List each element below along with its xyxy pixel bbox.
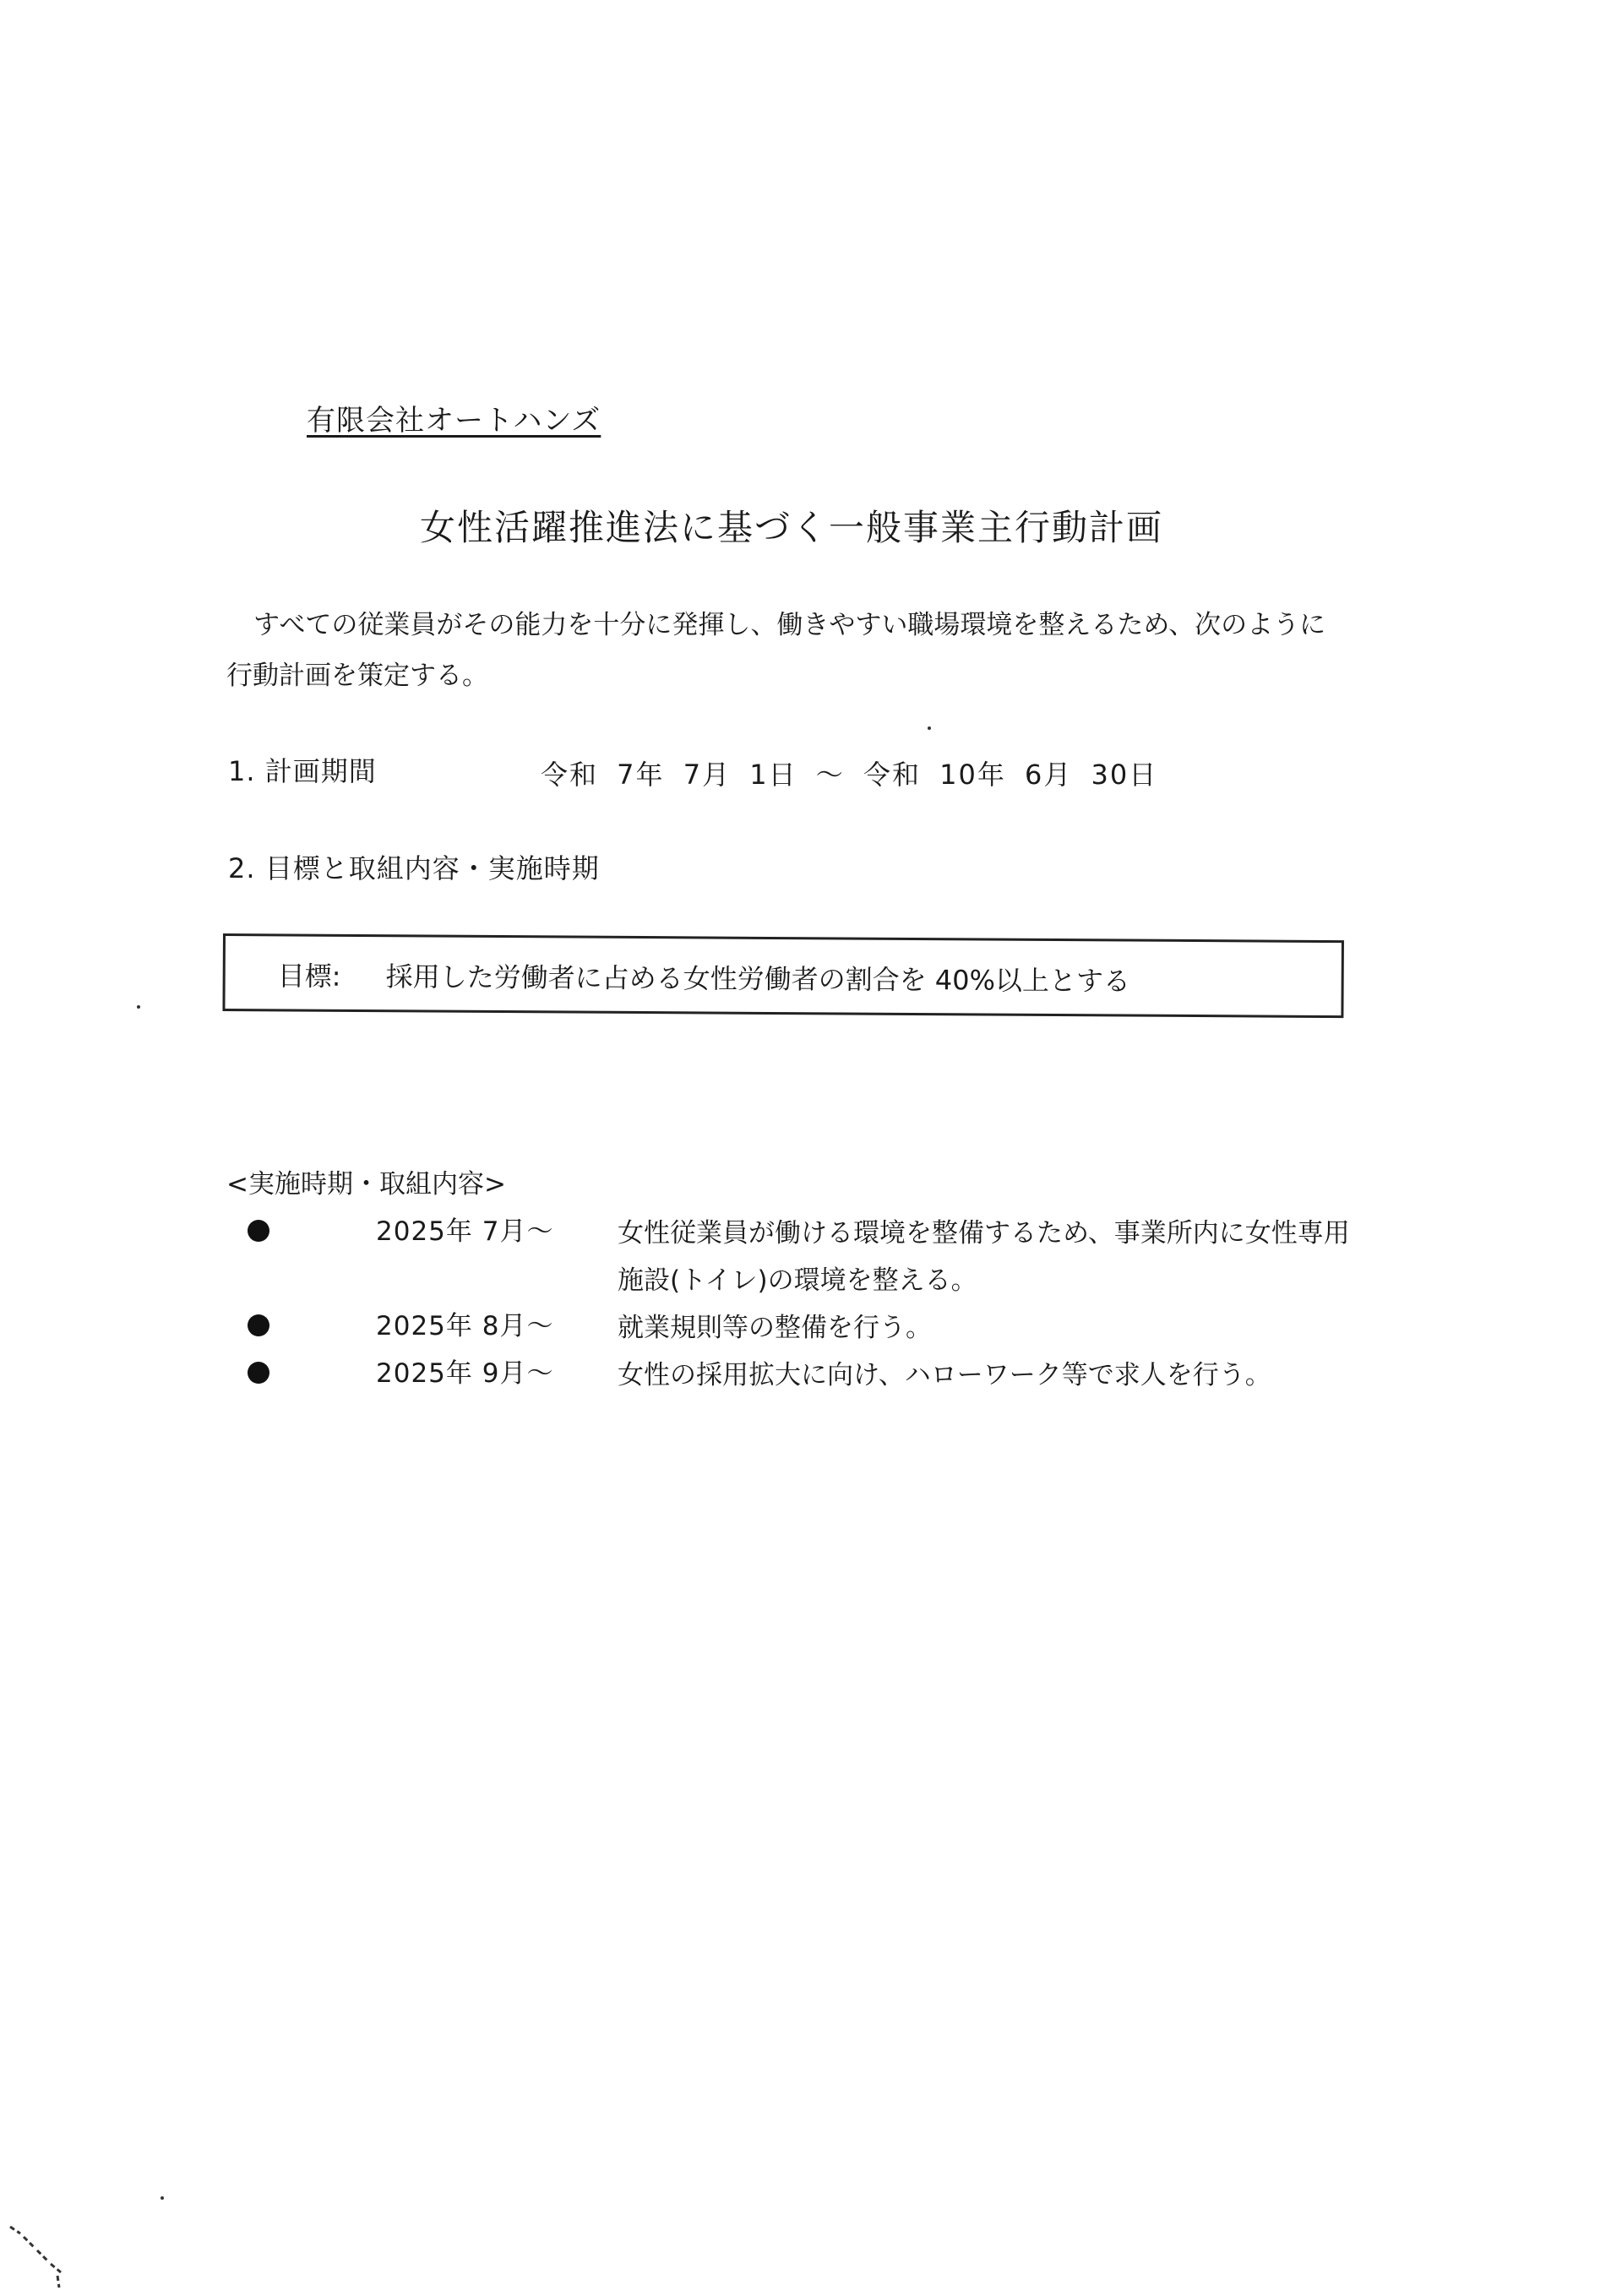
plan-period-label: 1. 計画期間 xyxy=(228,755,377,787)
item-date: 2025年 7月～ xyxy=(376,1216,554,1247)
bullet-icon xyxy=(248,1220,269,1242)
implementation-list xyxy=(241,1210,1466,1399)
item-description-line: 女性従業員が働ける環境を整備するため、事業所内に女性専用 xyxy=(618,1218,1350,1249)
goal-box xyxy=(222,933,1344,1018)
item-description xyxy=(618,1210,1462,1304)
scan-artifact-mark xyxy=(8,2222,76,2289)
item-description-line: 施設(トイレ)の環境を整える。 xyxy=(618,1265,977,1296)
plan-period-value: 令和 7年 7月 1日 ～ 令和 10年 6月 30日 xyxy=(541,759,1158,791)
implementation-header: <実施時期・取組内容> xyxy=(226,1169,506,1200)
intro-line-2: 行動計画を策定する。 xyxy=(226,661,488,691)
item-description xyxy=(618,1304,1462,1352)
scan-speck xyxy=(137,1005,140,1009)
intro-line-1: すべての従業員がその能力を十分に発揮し、働きやすい職場環境を整えるため、次のように xyxy=(253,610,1326,640)
list-item xyxy=(241,1210,1466,1304)
item-description xyxy=(618,1352,1462,1399)
company-name: 有限会社オートハンズ xyxy=(307,404,601,438)
bullet-icon xyxy=(248,1314,269,1336)
list-item xyxy=(241,1352,1466,1399)
item-description-line: 女性の採用拡大に向け、ハローワーク等で求人を行う。 xyxy=(618,1360,1271,1390)
page-title: 女性活躍推進法に基づく一般事業主行動計画 xyxy=(420,507,1164,548)
goals-section-label: 2. 目標と取組内容・実施時期 xyxy=(228,852,600,884)
item-date: 2025年 9月～ xyxy=(376,1358,554,1389)
scan-speck xyxy=(161,2196,164,2200)
bullet-icon xyxy=(248,1362,269,1384)
scan-speck xyxy=(928,726,931,730)
goal-text: 採用した労働者に占める女性労働者の割合を 40%以上とする xyxy=(385,960,1131,998)
intro-paragraph xyxy=(226,600,1426,701)
item-description-line: 就業規則等の整備を行う。 xyxy=(618,1313,932,1343)
list-item xyxy=(241,1304,1466,1352)
goal-label: 目標: xyxy=(277,960,341,993)
item-date: 2025年 8月～ xyxy=(376,1311,554,1341)
